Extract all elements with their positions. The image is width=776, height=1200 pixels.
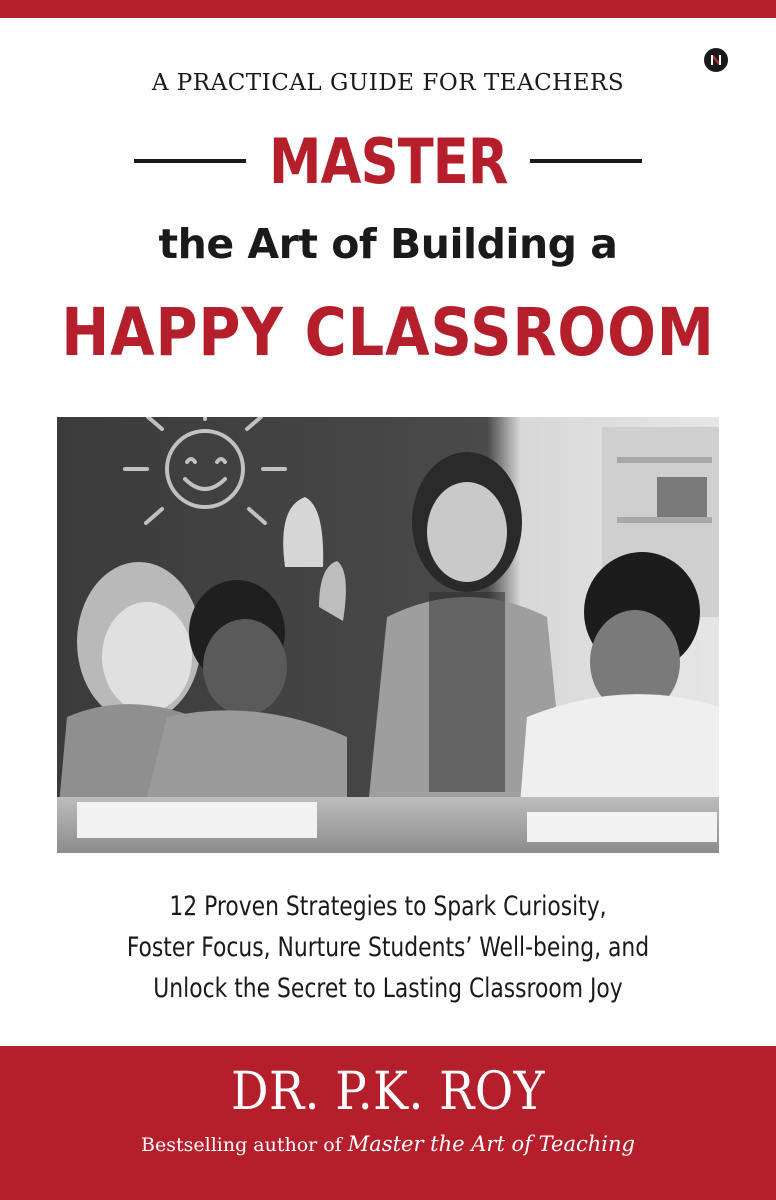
master-title-row (0, 120, 776, 202)
tagline-line-1: 12 Proven Strategies to Spark Curiosity, (169, 891, 607, 922)
cover-subtitle: the Art of Building a (158, 220, 618, 268)
publisher-logo-icon (704, 48, 728, 72)
byline-prefix: Bestselling author of (141, 1134, 348, 1156)
right-rule (530, 159, 642, 163)
tagline-line-3: Unlock the Secret to Lasting Classroom Joy (153, 973, 623, 1004)
author-name: DR. P.K. ROY (230, 1062, 546, 1122)
top-color-band (0, 0, 776, 18)
master-title: MASTER (268, 124, 508, 198)
left-rule (134, 159, 246, 163)
cover-eyebrow: A PRACTICAL GUIDE FOR TEACHERS (151, 70, 625, 96)
cover-photo (57, 417, 719, 853)
cover-headline: HAPPY CLASSROOM (61, 294, 715, 371)
tagline-line-2: Foster Focus, Nurture Students’ Well-being, and (126, 932, 650, 963)
byline-book-title: Master the Art of Teaching (347, 1132, 635, 1156)
author-byline (0, 1132, 776, 1156)
cover-tagline (0, 886, 776, 1009)
